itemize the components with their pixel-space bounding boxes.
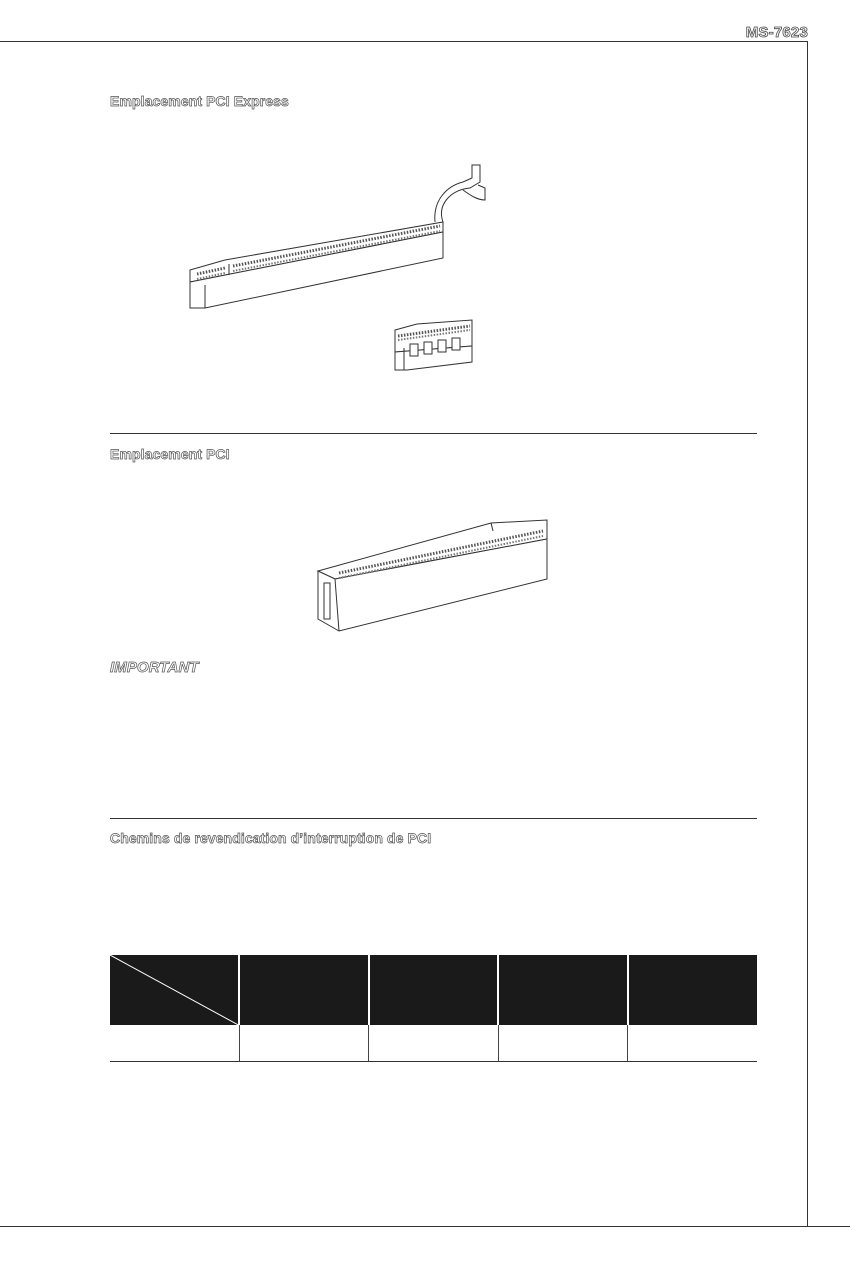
- right-margin-rule: [807, 41, 808, 1227]
- table-corner-cell: [110, 955, 239, 1025]
- table-cell: [628, 1025, 757, 1062]
- diagonal-divider: [110, 955, 238, 1025]
- table-header-cell: [628, 955, 757, 1025]
- irq-routing-table: [110, 955, 757, 1062]
- table-cell: [239, 1025, 368, 1062]
- footer-rule: [0, 1226, 850, 1227]
- table-header-cell: [498, 955, 627, 1025]
- pcie-x16-slot-illustration: [185, 160, 505, 320]
- table-cell: [369, 1025, 498, 1062]
- important-title: IMPORTANT: [110, 659, 199, 676]
- section-title-pcie: Emplacement PCI Express: [110, 93, 289, 109]
- table-row: [110, 1025, 757, 1062]
- section-title-pci: Emplacement PCI: [110, 446, 230, 462]
- pci-slot-illustration: [315, 515, 555, 635]
- table-cell: [110, 1025, 239, 1062]
- section-title-irq: Chemins de revendication d’interruption de PCI: [110, 830, 432, 846]
- pcie-x1-slot-illustration: [392, 318, 502, 378]
- table-header-row: [110, 955, 757, 1025]
- table-cell: [498, 1025, 627, 1062]
- section-separator: [110, 818, 757, 819]
- header-rule: [0, 41, 808, 42]
- table-header-cell: [369, 955, 498, 1025]
- model-number: MS-7623: [745, 24, 808, 41]
- section-separator: [110, 433, 757, 434]
- table-header-cell: [239, 955, 368, 1025]
